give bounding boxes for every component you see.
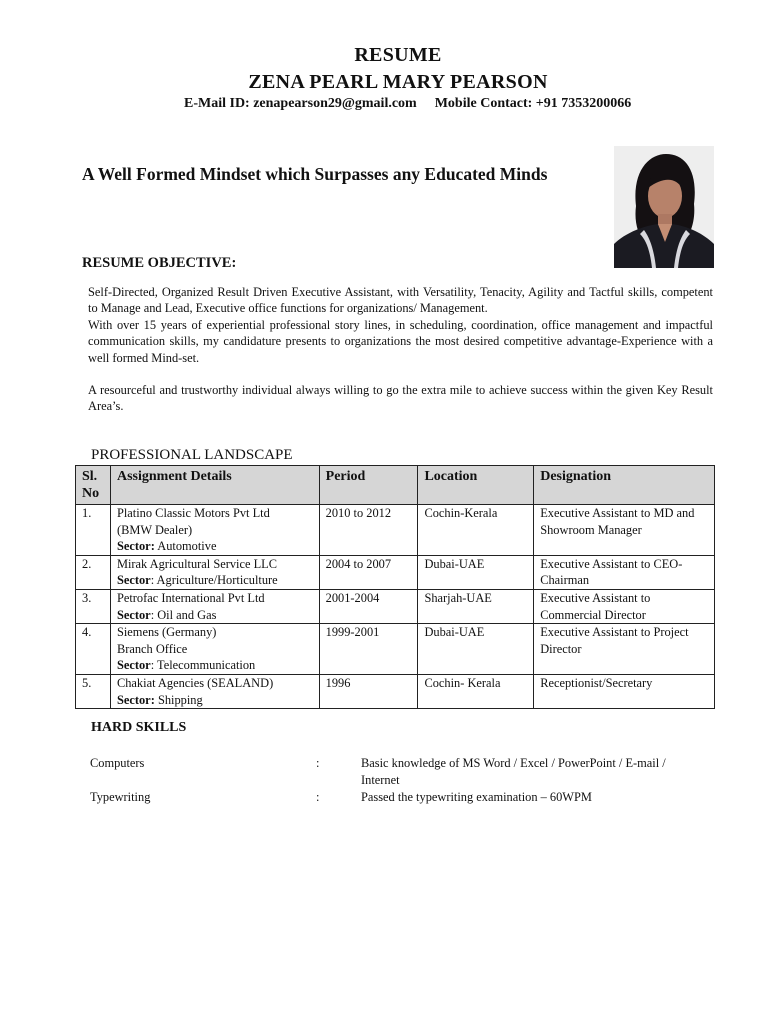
row-designation: Executive Assistant to CEO-Chairman [534, 555, 715, 589]
candidate-name: ZENA PEARL MARY PEARSON [248, 71, 548, 93]
company-name: Platino Classic Motors Pvt Ltd [116, 506, 270, 520]
company-name: Siemens (Germany) [116, 625, 217, 640]
column-header-period: Period [319, 466, 418, 505]
row-location: Cochin-Kerala [418, 505, 534, 556]
sector-line: Sector: Agriculture/Horticulture [116, 573, 278, 588]
document-title: RESUME [354, 44, 442, 66]
table-row [76, 624, 715, 675]
row-period: 2010 to 2012 [319, 505, 418, 556]
company-name: Chakiat Agencies (SEALAND) [116, 675, 274, 690]
row-period: 1996 [319, 674, 418, 708]
company-extra: (BMW Dealer) [116, 522, 193, 537]
row-period: 2004 to 2007 [319, 555, 418, 589]
contact-line [184, 96, 631, 112]
row-designation: Executive Assistant to Project Director [534, 624, 715, 675]
table-row [76, 589, 715, 623]
row-sl: 5. [76, 674, 111, 708]
skill-colon: : [316, 790, 320, 804]
row-assignment [110, 674, 319, 708]
row-designation: Executive Assistant to MD and Showroom Manager [534, 505, 715, 556]
row-location: Dubai-UAE [418, 555, 534, 589]
sector-line: Sector: Telecommunication [116, 658, 256, 673]
tagline: A Well Formed Mindset which Surpasses any Educated Minds [82, 164, 548, 184]
row-assignment [110, 505, 319, 556]
skill-colon: : [316, 756, 320, 770]
profile-photo [614, 146, 714, 268]
row-sl: 4. [76, 624, 111, 675]
mobile-text: Mobile Contact: +91 7353200066 [434, 96, 632, 111]
column-header-designation: Designation [534, 466, 715, 505]
row-period: 2001-2004 [319, 589, 418, 623]
sector-line: Sector: Automotive [116, 539, 217, 554]
portrait-image [614, 146, 714, 268]
sector-line: Sector: Shipping [116, 692, 203, 707]
company-extra: Branch Office [116, 641, 188, 656]
row-location: Cochin- Kerala [418, 674, 534, 708]
objective-paragraph: With over 15 years of experiential professional story lines, in scheduling, coordination, office management and impactful communication skills, my candidature presents to organizations the most desired competitive advantage-Experience with a well formed Mind-set. [88, 317, 713, 365]
objective-paragraph: A resourceful and trustworthy individual always willing to go the extra mile to achieve success within the given Key Result Area’s. [88, 383, 713, 414]
row-sl: 1. [76, 505, 111, 556]
company-name: Petrofac International Pvt Ltd [116, 590, 265, 605]
objective-text [88, 284, 713, 415]
email-text: E-Mail ID: zenapearson29@gmail.com [184, 96, 417, 111]
table-header-row [76, 466, 715, 505]
row-sl: 3. [76, 589, 111, 623]
row-assignment [110, 624, 319, 675]
objective-heading: RESUME OBJECTIVE: [82, 255, 237, 271]
column-header-sl: Sl. No [76, 466, 111, 505]
row-assignment [110, 555, 319, 589]
row-period: 1999-2001 [319, 624, 418, 675]
row-designation: Executive Assistant to Commercial Director [534, 589, 715, 623]
table-row [76, 555, 715, 589]
skill-value: Basic knowledge of MS Word / Excel / PowerPoint / E-mail / Internet [361, 756, 666, 787]
column-header-location: Location [418, 466, 534, 505]
landscape-heading: PROFESSIONAL LANDSCAPE [91, 447, 293, 463]
column-header-assignment: Assignment Details [110, 466, 319, 505]
sector-line: Sector: Oil and Gas [116, 607, 217, 622]
row-assignment [110, 589, 319, 623]
experience-table [75, 465, 715, 709]
row-location: Sharjah-UAE [418, 589, 534, 623]
row-location: Dubai-UAE [418, 624, 534, 675]
row-designation: Receptionist/Secretary [534, 674, 715, 708]
skill-value: Passed the typewriting examination – 60WPM [361, 790, 592, 804]
table-row [76, 674, 715, 708]
table-row [76, 505, 715, 556]
row-sl: 2. [76, 555, 111, 589]
company-name: Mirak Agricultural Service LLC [116, 556, 277, 571]
skill-label: Computers [90, 756, 145, 770]
skill-label: Typewriting [90, 790, 151, 804]
objective-paragraph: Self-Directed, Organized Result Driven Executive Assistant, with Versatility, Tenacity, Agility and Tactful skills, competent to Manage and Lead, Executive office functions for organizations/ Management. [88, 285, 713, 316]
skills-heading: HARD SKILLS [91, 720, 187, 735]
